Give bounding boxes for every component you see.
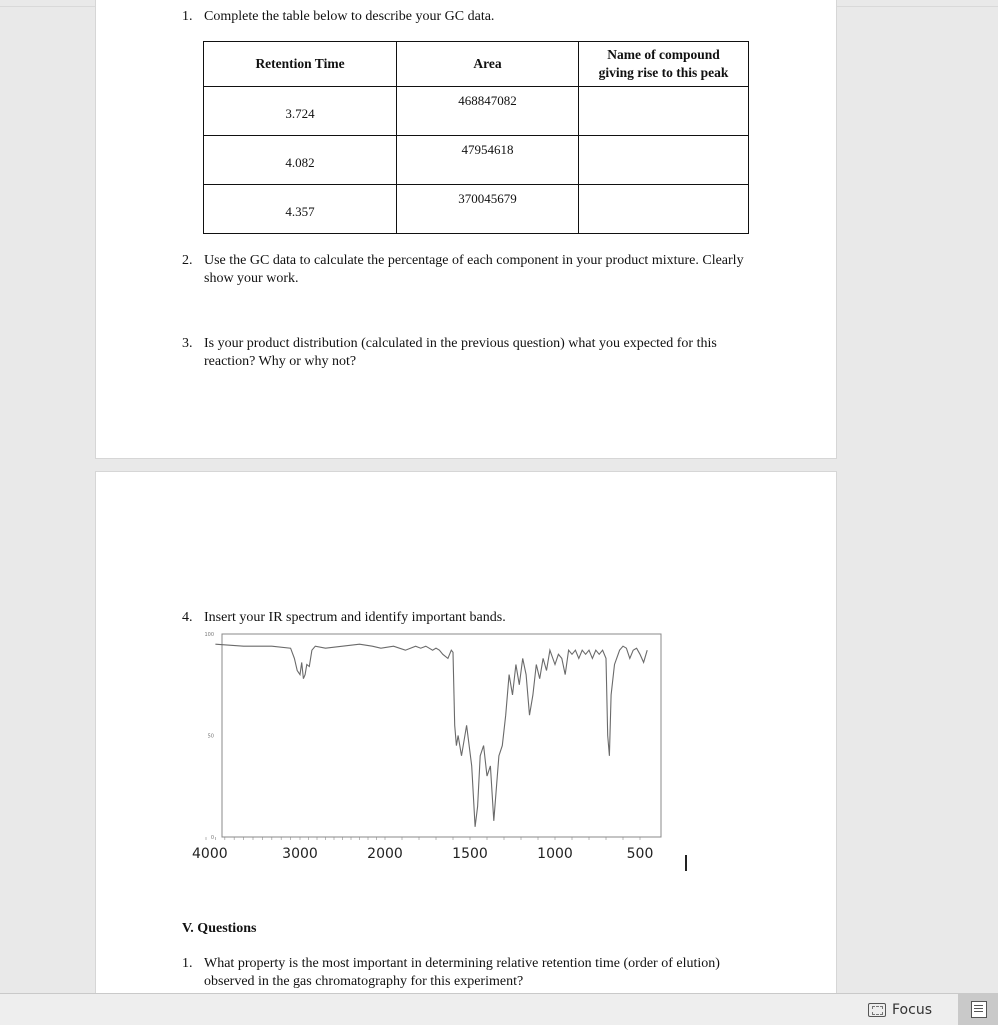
x-tick-label: 2000 <box>367 846 403 862</box>
retention-time-cell: 4.082 <box>204 136 397 185</box>
header-retention-time: Retention Time <box>204 42 397 87</box>
table-row <box>204 87 749 136</box>
question-2 <box>182 252 762 288</box>
question-text: Is your product distribution (calculated in the previous question) what you expected for this reaction? Why or why not? <box>204 336 717 369</box>
compound-name-cell[interactable] <box>579 87 749 136</box>
section-heading: V. Questions <box>182 921 257 936</box>
compound-name-cell[interactable] <box>579 136 749 185</box>
retention-time-cell: 4.357 <box>204 185 397 234</box>
x-tick-label: 1500 <box>452 846 488 862</box>
focus-icon <box>868 1003 886 1017</box>
x-tick-label: 1000 <box>537 846 573 862</box>
question-5 <box>182 955 762 991</box>
area-cell: 468847082 <box>397 87 579 136</box>
question-text: Use the GC data to calculate the percentage of each component in your product mixture. Clearly show your work. <box>204 253 744 286</box>
status-bar <box>0 993 998 1025</box>
header-compound-name-line1: Name of compound <box>607 47 720 62</box>
question-text: Complete the table below to describe your GC data. <box>204 9 495 24</box>
question-text: Insert your IR spectrum and identify important bands. <box>204 610 506 625</box>
question-text: What property is the most important in determining relative retention time (order of elution) observed in the gas chromatography for this experiment? <box>204 956 720 989</box>
question-number: 4. <box>182 610 193 625</box>
header-compound-name-line2: giving rise to this peak <box>598 65 729 80</box>
document-page-1 <box>96 0 836 458</box>
plot-frame <box>222 634 661 837</box>
question-number: 1. <box>182 956 193 971</box>
x-tick-label: 4000 <box>192 846 228 862</box>
print-layout-button[interactable] <box>958 994 998 1025</box>
table-row <box>204 185 749 234</box>
table-header-row <box>204 42 749 87</box>
area-cell: 370045679 <box>397 185 579 234</box>
question-number: 1. <box>182 9 193 24</box>
y-tick-label: 0 <box>210 835 214 841</box>
gc-data-table <box>203 41 749 234</box>
ir-spectrum-line <box>215 644 647 827</box>
table-row <box>204 136 749 185</box>
text-cursor <box>685 855 687 871</box>
header-area: Area <box>397 42 579 87</box>
print-layout-icon <box>971 1001 987 1018</box>
y-tick-label: 50 <box>207 733 214 740</box>
x-tick-label: 500 <box>626 846 654 862</box>
focus-button[interactable] <box>868 1001 932 1019</box>
focus-label: Focus <box>892 1002 932 1018</box>
retention-time-cell: 3.724 <box>204 87 397 136</box>
header-compound-name <box>579 42 749 87</box>
question-number: 2. <box>182 253 193 268</box>
question-number: 3. <box>182 336 193 351</box>
area-cell: 47954618 <box>397 136 579 185</box>
document-page-2 <box>96 472 836 997</box>
ir-spectrum-chart <box>192 630 672 870</box>
y-tick-label: 100 <box>204 632 214 638</box>
compound-name-cell[interactable] <box>579 185 749 234</box>
x-tick-label: 3000 <box>282 846 318 862</box>
question-3 <box>182 335 762 371</box>
